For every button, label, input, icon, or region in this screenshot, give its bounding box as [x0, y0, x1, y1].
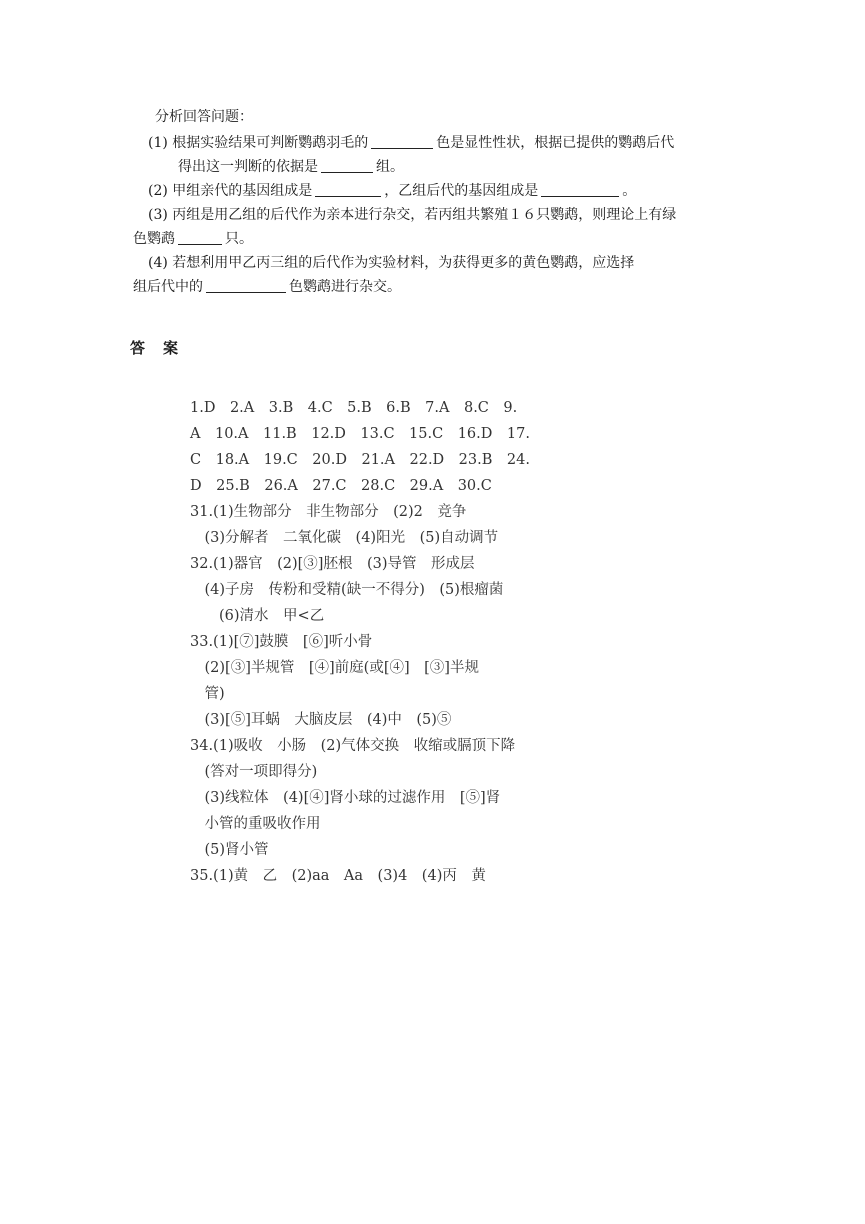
answer-line: D 25.B 26.A 27.C 28.C 29.A 30.C	[190, 478, 492, 494]
answer-line: (2)[③]半规管 [④]前庭(或[④] [③]半规	[190, 660, 479, 676]
question-4-line-1: (4) 若想利用甲乙丙三组的后代作为实验材料，为获得更多的黄色鹦鹉，应选择	[148, 255, 635, 271]
question-1-line-1: (1) 根据实验结果可判断鹦鹉羽毛的 色是显性性状，根据已提供的鹦鹉后代	[148, 135, 675, 151]
answer-line: A 10.A 11.B 12.D 13.C 15.C 16.D 17.	[190, 426, 530, 442]
answer-blank	[178, 230, 222, 245]
answer-line: 管)	[190, 686, 225, 702]
answer-blank	[321, 158, 373, 173]
answer-line: (答对一项即得分)	[190, 764, 318, 780]
question-3-line-1: (3) 丙组是用乙组的后代作为亲本进行杂交，若丙组共繁殖１６只鹦鹉，则理论上有绿	[148, 207, 677, 223]
answer-line: 31.(1)生物部分 非生物部分 (2)2 竞争	[190, 504, 467, 520]
answer-line: 32.(1)器官 (2)[③]胚根 (3)导管 形成层	[190, 556, 475, 572]
answer-line: 1.D 2.A 3.B 4.C 5.B 6.B 7.A 8.C 9.	[190, 400, 518, 416]
question-1-line-2: 得出这一判断的依据是 组。	[178, 159, 404, 175]
question-3-line-2: 色鹦鹉 只。	[133, 231, 253, 247]
answer-line: (3)[⑤]耳蜗 大脑皮层 (4)中 (5)⑤	[190, 712, 452, 728]
answer-line: 小管的重吸收作用	[190, 816, 321, 832]
question-4-line-2: 组后代中的 色鹦鹉进行杂交。	[133, 279, 401, 295]
answer-blank	[206, 278, 286, 293]
answer-line: 34.(1)吸收 小肠 (2)气体交换 收缩或膈顶下降	[190, 738, 516, 754]
answer-line: (4)子房 传粉和受精(缺一不得分) (5)根瘤菌	[190, 582, 504, 598]
answer-blank	[371, 134, 433, 149]
answer-line: (3)线粒体 (4)[④]肾小球的过滤作用 [⑤]肾	[190, 790, 501, 806]
question-2: (2) 甲组亲代的基因组成是 ，乙组后代的基因组成是 。	[148, 183, 637, 199]
answer-line: 35.(1)黄 乙 (2)aa Aa (3)4 (4)丙 黄	[190, 868, 486, 884]
answer-line: (6)清水 甲<乙	[190, 608, 325, 624]
answer-line: 33.(1)[⑦]鼓膜 [⑥]听小骨	[190, 634, 373, 650]
intro-text: 分析回答问题：	[155, 109, 253, 125]
answer-blank	[315, 182, 381, 197]
answer-line: (3)分解者 二氧化碳 (4)阳光 (5)自动调节	[190, 530, 499, 546]
answer-blank	[541, 182, 619, 197]
answer-line: C 18.A 19.C 20.D 21.A 22.D 23.B 24.	[190, 452, 530, 468]
answer-line: (5)肾小管	[190, 842, 269, 858]
answer-heading: 答案	[130, 339, 197, 357]
